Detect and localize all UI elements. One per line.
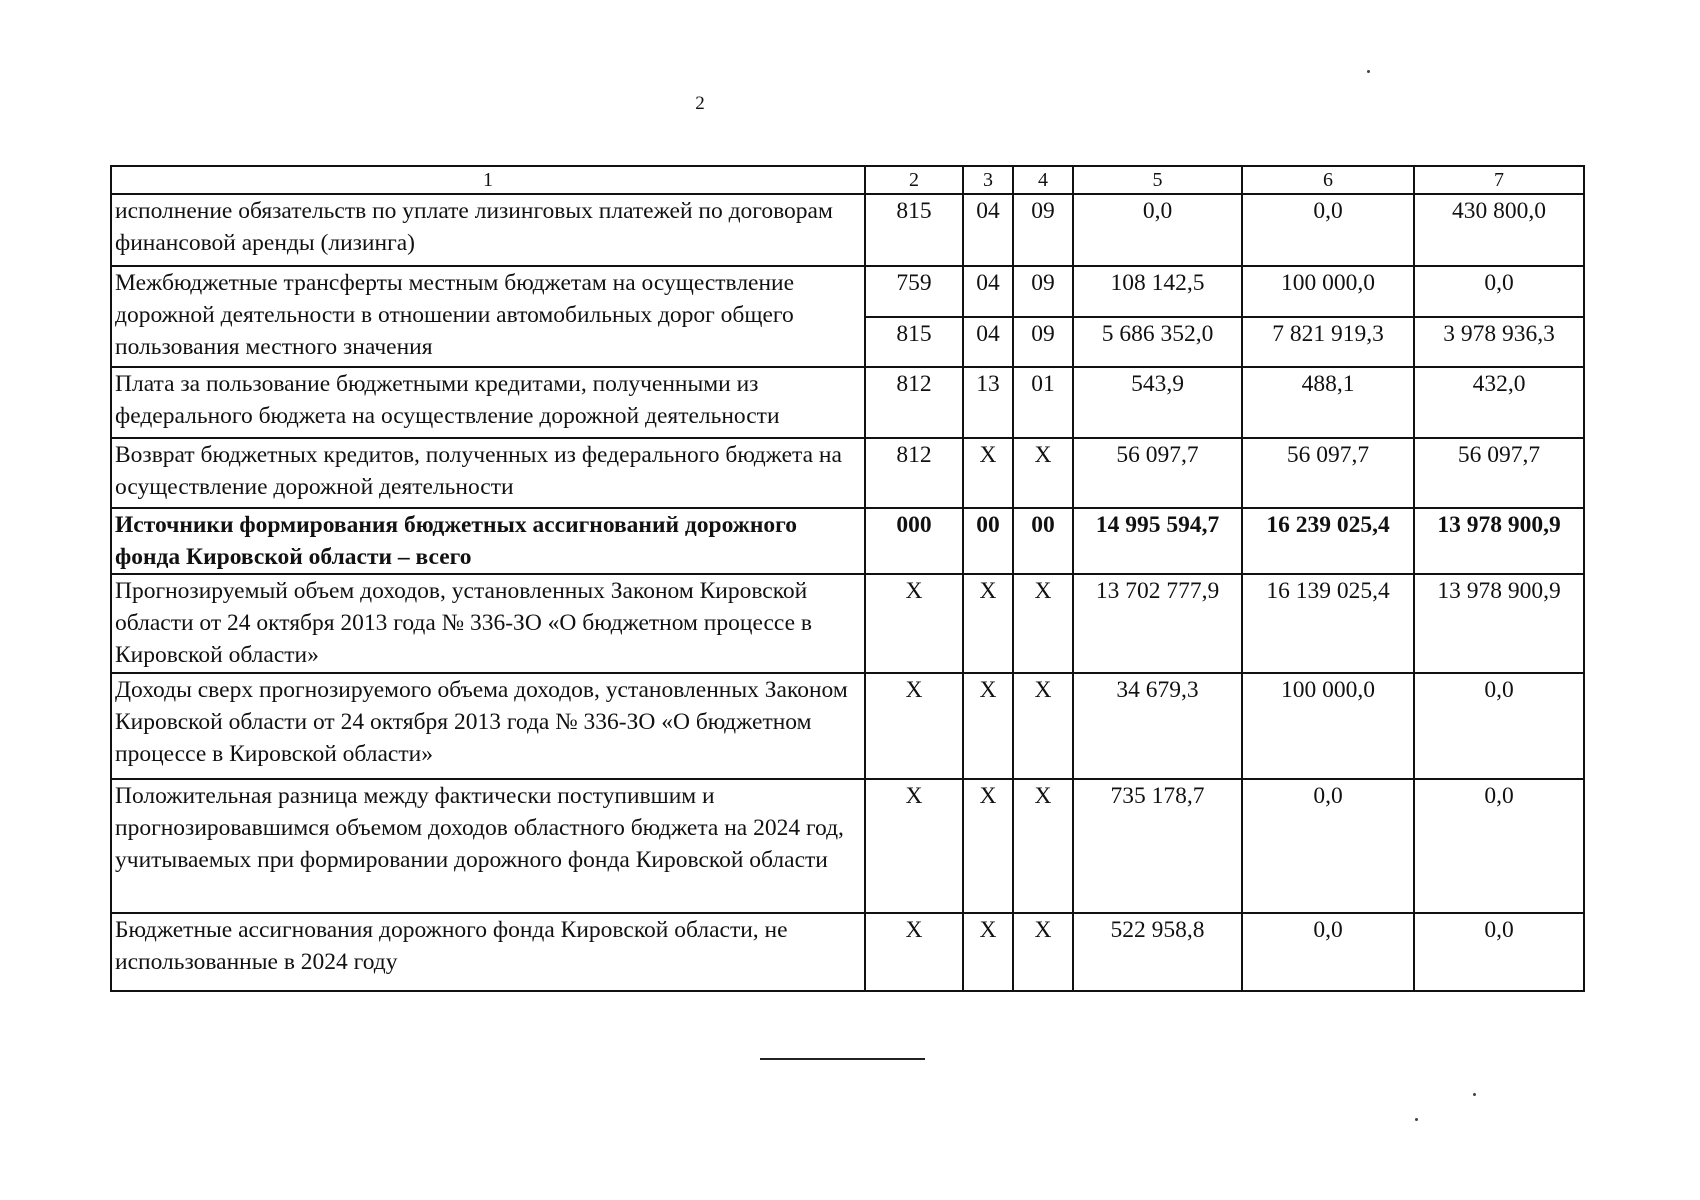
cell-value-7: 0,0: [1414, 913, 1584, 991]
row-name: Плата за пользование бюджетными кредитами, полученными из федерального бюджета на осуществление дорожной деятельности: [111, 367, 865, 438]
cell-value-7: 432,0: [1414, 367, 1584, 438]
cell-code-3: 04: [963, 194, 1013, 266]
column-header: 6: [1242, 166, 1414, 194]
cell-code-4: 00: [1013, 508, 1073, 574]
footer-separator-line: [760, 1058, 925, 1060]
cell-value-7: 0,0: [1414, 673, 1584, 779]
budget-table: [110, 165, 1585, 992]
cell-value-6: 16 239 025,4: [1242, 508, 1414, 574]
cell-code-2: 812: [865, 438, 963, 508]
table-row-total: [111, 508, 1584, 574]
column-header: 7: [1414, 166, 1584, 194]
cell-value-7: 430 800,0: [1414, 194, 1584, 266]
cell-code-2: 815: [865, 317, 963, 367]
table-row: [111, 779, 1584, 913]
cell-value-6: 16 139 025,4: [1242, 574, 1414, 673]
cell-code-3: 00: [963, 508, 1013, 574]
cell-code-3: X: [963, 913, 1013, 991]
cell-value-7: 13 978 900,9: [1414, 574, 1584, 673]
cell-code-2: X: [865, 574, 963, 673]
cell-code-4: X: [1013, 438, 1073, 508]
cell-code-4: 01: [1013, 367, 1073, 438]
row-name: Межбюджетные трансферты местным бюджетам на осуществление дорожной деятельности в отношении автомобильных дорог общего пользования местного значения: [111, 266, 865, 367]
cell-code-2: X: [865, 779, 963, 913]
cell-value-5: 543,9: [1073, 367, 1242, 438]
cell-value-5: 735 178,7: [1073, 779, 1242, 913]
cell-value-7: 3 978 936,3: [1414, 317, 1584, 367]
cell-value-6: 100 000,0: [1242, 266, 1414, 317]
table-header-row: [111, 166, 1584, 194]
cell-code-3: X: [963, 438, 1013, 508]
cell-code-4: 09: [1013, 317, 1073, 367]
cell-code-3: X: [963, 574, 1013, 673]
cell-value-6: 0,0: [1242, 194, 1414, 266]
cell-value-7: 0,0: [1414, 779, 1584, 913]
scan-speck: [1415, 1118, 1418, 1121]
table-row: [111, 438, 1584, 508]
cell-code-4: 09: [1013, 194, 1073, 266]
table-row: [111, 266, 1584, 317]
cell-code-3: 04: [963, 266, 1013, 317]
cell-code-3: X: [963, 673, 1013, 779]
cell-value-5: 108 142,5: [1073, 266, 1242, 317]
scan-speck: [1473, 1093, 1476, 1096]
row-name: Положительная разница между фактически поступившим и прогнозировавшимся объемом доходов областного бюджета на 2024 год, учитываемых при формировании дорожного фонда Кировской области: [111, 779, 865, 913]
cell-value-5: 522 958,8: [1073, 913, 1242, 991]
cell-code-4: 09: [1013, 266, 1073, 317]
cell-value-7: 56 097,7: [1414, 438, 1584, 508]
cell-code-3: 13: [963, 367, 1013, 438]
cell-code-2: 000: [865, 508, 963, 574]
cell-code-2: 815: [865, 194, 963, 266]
cell-value-6: 488,1: [1242, 367, 1414, 438]
cell-value-5: 34 679,3: [1073, 673, 1242, 779]
cell-value-5: 5 686 352,0: [1073, 317, 1242, 367]
cell-code-3: 04: [963, 317, 1013, 367]
table-row: [111, 673, 1584, 779]
cell-code-2: X: [865, 913, 963, 991]
cell-code-3: X: [963, 779, 1013, 913]
table-row: [111, 913, 1584, 991]
cell-value-6: 7 821 919,3: [1242, 317, 1414, 367]
cell-code-4: X: [1013, 913, 1073, 991]
row-name: Источники формирования бюджетных ассигнований дорожного фонда Кировской области – всего: [111, 508, 865, 574]
column-header: 2: [865, 166, 963, 194]
column-header: 5: [1073, 166, 1242, 194]
cell-code-2: 812: [865, 367, 963, 438]
cell-code-2: 759: [865, 266, 963, 317]
table-row: [111, 574, 1584, 673]
cell-code-4: X: [1013, 673, 1073, 779]
cell-code-4: X: [1013, 779, 1073, 913]
cell-value-5: 56 097,7: [1073, 438, 1242, 508]
column-header: 4: [1013, 166, 1073, 194]
row-name: Доходы сверх прогнозируемого объема доходов, установленных Законом Кировской области от 24 октября 2013 года № 336-ЗО «О бюджетном процессе в Кировской области»: [111, 673, 865, 779]
row-name: Возврат бюджетных кредитов, полученных из федерального бюджета на осуществление дорожной деятельности: [111, 438, 865, 508]
cell-code-2: X: [865, 673, 963, 779]
cell-value-5: 14 995 594,7: [1073, 508, 1242, 574]
cell-value-7: 13 978 900,9: [1414, 508, 1584, 574]
cell-value-6: 0,0: [1242, 779, 1414, 913]
table-row: [111, 367, 1584, 438]
cell-value-7: 0,0: [1414, 266, 1584, 317]
cell-value-5: 0,0: [1073, 194, 1242, 266]
row-name: Прогнозируемый объем доходов, установленных Законом Кировской области от 24 октября 2013 года № 336-ЗО «О бюджетном процессе в Кировской области»: [111, 574, 865, 673]
page-number: 2: [695, 93, 705, 114]
column-header: 3: [963, 166, 1013, 194]
cell-code-4: X: [1013, 574, 1073, 673]
row-name: исполнение обязательств по уплате лизинговых платежей по договорам финансовой аренды (лизинга): [111, 194, 865, 266]
cell-value-6: 0,0: [1242, 913, 1414, 991]
row-name: Бюджетные ассигнования дорожного фонда Кировской области, не использованные в 2024 году: [111, 913, 865, 991]
cell-value-6: 56 097,7: [1242, 438, 1414, 508]
cell-value-5: 13 702 777,9: [1073, 574, 1242, 673]
scan-speck: [1367, 70, 1370, 73]
table-row: [111, 194, 1584, 266]
column-header: 1: [111, 166, 865, 194]
cell-value-6: 100 000,0: [1242, 673, 1414, 779]
